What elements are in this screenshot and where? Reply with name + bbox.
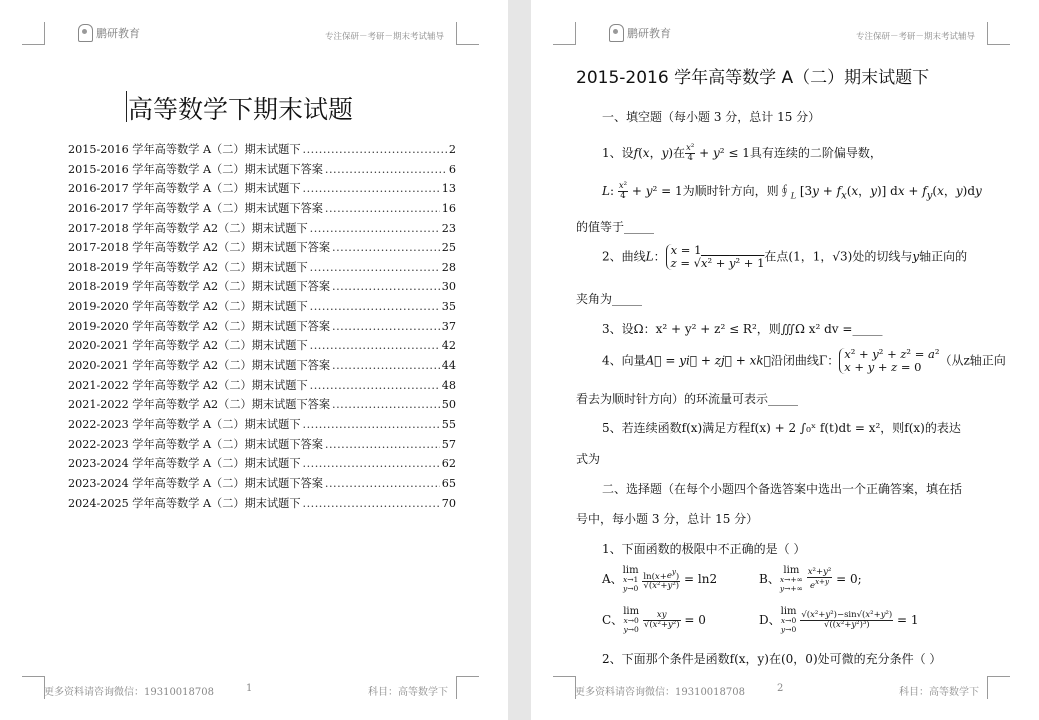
toc-entry-label: 2016-2017 学年高等数学 A（二）期末试题下答案 — [68, 201, 323, 215]
toc-entry[interactable] — [68, 298, 456, 318]
footer-subject: 科目：高等数学下 — [899, 687, 979, 698]
toc-entry-label: 2019-2020 学年高等数学 A2（二）期末试题下答案 — [68, 319, 331, 333]
toc-entry-label: 2021-2022 学年高等数学 A2（二）期末试题下答案 — [68, 398, 331, 412]
section-heading-choice: 二、选择题（在每个小题四个备选答案中选出一个正确答案，填在括 — [602, 482, 963, 496]
toc-leader-dots — [332, 320, 440, 333]
toc-entry-label: 2017-2018 学年高等数学 A2（二）期末试题下 — [68, 221, 308, 235]
toc-leader-dots — [310, 339, 440, 352]
crop-mark — [456, 22, 479, 45]
q4-text-c: （从z轴正向 — [939, 353, 1006, 368]
option-b-label: B、 — [759, 572, 780, 586]
toc-entry-page: 13 — [441, 182, 456, 196]
toc-entry[interactable] — [68, 278, 456, 298]
question-5-end: 式为 — [576, 452, 601, 466]
toc-entry[interactable] — [68, 416, 456, 436]
exam-title: 2015-2016 学年高等数学 A（二）期末试题下 — [576, 68, 930, 88]
logo-icon — [609, 24, 624, 42]
toc-entry-label: 2023-2024 学年高等数学 A（二）期末试题下 — [68, 457, 301, 471]
option-d-label: D、 — [759, 613, 781, 627]
toc-entry[interactable] — [68, 180, 456, 200]
toc-leader-dots — [303, 143, 447, 156]
toc-leader-dots — [332, 398, 440, 411]
logo-text: 鹏研教育 — [627, 27, 671, 40]
toc-leader-dots — [310, 300, 440, 313]
option-d: D、lim x→0 y→0 $\frac{\text{√(x²+y²)−sin√(x²+y²)}}{\text{√((x²+y²)³)}}$ = 1 — [759, 606, 919, 634]
toc-entry-page: 42 — [441, 339, 456, 353]
toc-entry-label: 2020-2021 学年高等数学 A2（二）期末试题下 — [68, 339, 308, 353]
footer-page-number: 2 — [777, 683, 784, 694]
toc-entry[interactable] — [68, 141, 456, 161]
toc-entry[interactable] — [68, 239, 456, 259]
toc-entry-page: 35 — [441, 300, 456, 314]
toc-leader-dots — [325, 163, 447, 176]
toc-entry[interactable] — [68, 396, 456, 416]
toc-entry-page: 37 — [441, 319, 456, 333]
toc-entry-page: 57 — [441, 437, 456, 451]
toc-entry-page: 62 — [441, 457, 456, 471]
toc-entry-page: 50 — [441, 398, 456, 412]
toc-entry-page: 65 — [441, 476, 456, 490]
toc-entry[interactable] — [68, 475, 456, 495]
header-tagline: 专注保研－考研－期末考试辅导 — [856, 32, 976, 42]
toc-leader-dots — [310, 261, 440, 274]
question-1-formula: L: $\frac{\text{x²}}{4}$ + y² = 1为顺时针方向，则$∮_L$ [$3y + f_x(x$，y)] dx + $f_y(x$，y)dy — [602, 181, 982, 202]
table-of-contents — [68, 141, 456, 514]
toc-leader-dots — [325, 477, 440, 490]
toc-entry[interactable] — [68, 200, 456, 220]
q2-text-c: 轴正向的 — [919, 249, 968, 264]
toc-entry-page: 28 — [441, 260, 456, 274]
footer-contact: 更多资料请咨询微信：19310018708 — [44, 687, 214, 698]
toc-entry[interactable] — [68, 318, 456, 338]
q2-text-a: 2、曲线 — [602, 249, 646, 264]
logo-text: 鹏研教育 — [96, 27, 140, 40]
toc-leader-dots — [325, 438, 440, 451]
toc-entry-page: 44 — [441, 359, 456, 373]
crop-mark — [987, 676, 1010, 699]
footer-contact: 更多资料请咨询微信：19310018708 — [575, 687, 745, 698]
option-a: A、lim x→1 y→0 $\frac{\ln(x+e^y)}{\text{√(x²+y²)}}$ = ln2 — [602, 565, 718, 593]
toc-leader-dots — [303, 182, 440, 195]
toc-leader-dots — [310, 222, 440, 235]
q1-text-b: 在 — [673, 146, 686, 160]
toc-entry-page: 30 — [441, 280, 456, 294]
choice-question-2: 2、下面那个条件是函数f(x，y)在(0，0)处可微的充分条件（ ） — [602, 652, 942, 666]
toc-entry[interactable] — [68, 220, 456, 240]
option-a-label: A、 — [602, 572, 623, 586]
toc-entry-page: 55 — [441, 417, 456, 431]
document-title: 高等数学下期末试题 — [128, 95, 354, 124]
toc-entry-label: 2020-2021 学年高等数学 A2（二）期末试题下答案 — [68, 359, 331, 373]
option-c-label: C、 — [602, 613, 624, 627]
crop-mark — [553, 676, 576, 699]
q1-text-c: 具有连续的二阶偏导数， — [749, 146, 882, 160]
option-c: C、lim x→0 y→0 $\frac{xy}{\text{√(x²+y²)}}$ = 0 — [602, 606, 706, 634]
toc-entry[interactable] — [68, 455, 456, 475]
question-2: 2、曲线L： x = 1 z = √x² + y² + 1在点(1，1，√3)处的切线与y轴正向的 — [602, 243, 968, 270]
toc-leader-dots — [310, 379, 440, 392]
toc-entry-page: 6 — [448, 162, 456, 176]
toc-entry-page: 25 — [441, 241, 456, 255]
toc-entry-label: 2015-2016 学年高等数学 A（二）期末试题下 — [68, 143, 301, 156]
crop-mark — [22, 676, 45, 699]
toc-entry[interactable] — [68, 495, 456, 515]
toc-entry-label: 2022-2023 学年高等数学 A（二）期末试题下 — [68, 417, 301, 431]
question-3: 3、设Ω：x² + y² + z² ≤ R²，则∭Ω x² dv =_____ — [602, 322, 883, 336]
crop-mark — [987, 22, 1010, 45]
q2-text-b: 在点(1，1，√3)处的切线与 — [764, 249, 913, 264]
toc-entry-label: 2017-2018 学年高等数学 A2（二）期末试题下答案 — [68, 241, 331, 255]
document-page-2 — [531, 0, 1039, 720]
toc-entry-page: 48 — [441, 378, 456, 392]
toc-entry[interactable] — [68, 357, 456, 377]
footer-page-number: 1 — [246, 683, 253, 694]
logo-icon — [78, 24, 93, 42]
q1-text-d: 为顺时针方向，则 — [682, 184, 779, 198]
question-2-end: 夹角为_____ — [576, 292, 643, 306]
toc-entry-label: 2021-2022 学年高等数学 A2（二）期末试题下 — [68, 378, 308, 392]
crop-mark — [456, 676, 479, 699]
question-5: 5、若连续函数f(x)满足方程f(x) + 2 ∫₀ˣ f(t)dt = x²，则f(x)的表达 — [602, 421, 961, 435]
document-page-1 — [0, 0, 508, 720]
text-cursor — [126, 91, 127, 122]
toc-entry[interactable] — [68, 337, 456, 357]
toc-entry[interactable] — [68, 161, 456, 181]
option-b: B、lim x→+∞ y→+∞ $\frac{\text{x²+y²}}{e^{x+y}}$ = 0; — [759, 565, 862, 593]
crop-mark — [553, 22, 576, 45]
section-heading-choice-cont: 号中，每小题 3 分，总计 15 分） — [576, 512, 759, 526]
question-1: 1、设f(x，y)在 $\frac{\text{x²}}{4}$ + y² ≤ 1具有连续的二阶偏导数， — [602, 143, 882, 163]
toc-entry-label: 2024-2025 学年高等数学 A（二）期末试题下 — [68, 496, 301, 510]
crop-mark — [22, 22, 45, 45]
toc-entry-page: 70 — [441, 496, 456, 510]
section-heading-fill-in: 一、填空题（每小题 3 分，总计 15 分） — [602, 110, 821, 124]
header-logo — [78, 24, 140, 42]
q1-text-a: 1、设 — [602, 146, 634, 160]
toc-entry-label: 2018-2019 学年高等数学 A2（二）期末试题下 — [68, 260, 308, 274]
toc-entry-label: 2022-2023 学年高等数学 A（二）期末试题下答案 — [68, 437, 323, 451]
toc-entry-label: 2019-2020 学年高等数学 A2（二）期末试题下 — [68, 300, 308, 314]
toc-leader-dots — [303, 497, 440, 510]
toc-entry[interactable] — [68, 259, 456, 279]
toc-leader-dots — [332, 280, 440, 293]
toc-entry-page: 23 — [441, 221, 456, 235]
choice-question-1: 1、下面函数的极限中不正确的是（ ） — [602, 542, 806, 556]
q4-text-b: 沿闭曲线Γ： — [770, 353, 840, 368]
toc-entry-label: 2016-2017 学年高等数学 A（二）期末试题下 — [68, 182, 301, 196]
toc-entry[interactable] — [68, 436, 456, 456]
toc-entry-page: 2 — [448, 143, 456, 156]
toc-leader-dots — [303, 418, 440, 431]
toc-entry-label: 2018-2019 学年高等数学 A2（二）期末试题下答案 — [68, 280, 331, 294]
question-1-end: 的值等于_____ — [576, 220, 655, 234]
toc-entry[interactable] — [68, 377, 456, 397]
toc-leader-dots — [332, 241, 440, 254]
toc-leader-dots — [303, 457, 440, 470]
toc-entry-label: 2023-2024 学年高等数学 A（二）期末试题下答案 — [68, 476, 323, 490]
header-tagline: 专注保研－考研－期末考试辅导 — [325, 32, 445, 42]
question-4-end: 看去为顺时针方向）的环流量可表示_____ — [576, 392, 799, 406]
q4-text-a: 4、向量 — [602, 353, 646, 368]
toc-entry-page: 16 — [441, 201, 456, 215]
footer-subject: 科目：高等数学下 — [368, 687, 448, 698]
question-4: 4、向量A⃗ = yi⃗ + zj⃗ + xk⃗沿闭曲线Γ： x² + y² + z² = a² x + y + z = 0 （从z轴正向 — [602, 347, 1006, 374]
header-logo — [609, 24, 671, 42]
toc-entry-label: 2015-2016 学年高等数学 A（二）期末试题下答案 — [68, 162, 323, 176]
toc-leader-dots — [332, 359, 440, 372]
toc-leader-dots — [325, 202, 440, 215]
